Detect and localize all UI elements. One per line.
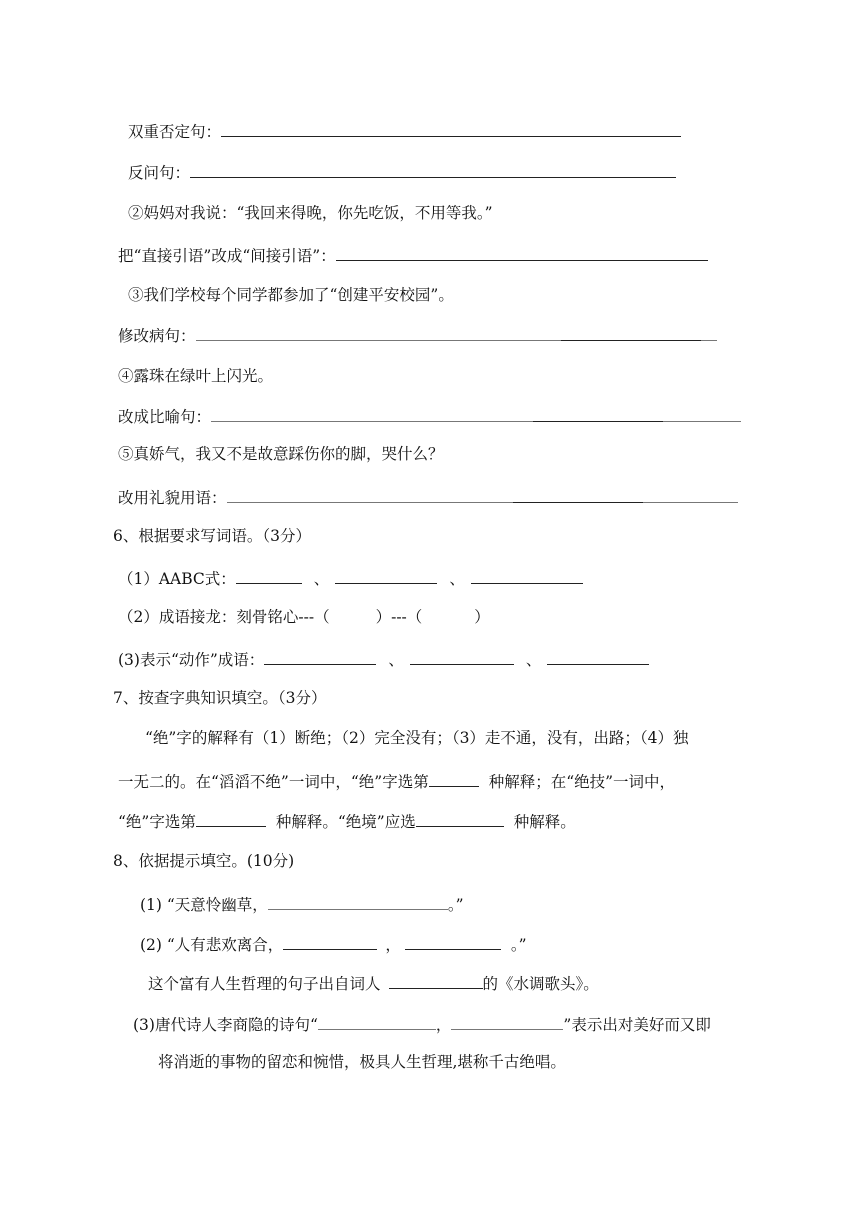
q8-sub3-d: 将消逝的事物的留恋和惋惜，极具人生哲理,堪称千古绝唱。 — [158, 1053, 566, 1071]
q7-line3 — [118, 810, 576, 832]
q8-sub2-c: 。” — [510, 936, 527, 954]
separator: 、 — [313, 570, 330, 588]
item3-sentence: ③我们学校每个同学都参加了“创建平安校园”。 — [128, 286, 454, 304]
q8-sub1-b: 。” — [447, 896, 464, 914]
rhetorical-row — [128, 161, 676, 183]
separator: 、 — [449, 570, 465, 588]
q8-sub3-a: (3)唐代诗人李商隐的诗句“ — [133, 1016, 318, 1034]
q8-title: 8、依据提示填空。(10分) — [113, 852, 295, 870]
q6-sub3-row — [118, 648, 649, 670]
q6-sub1-row — [118, 567, 583, 589]
rhetorical-answer-blank[interactable] — [190, 161, 676, 178]
item5-task-label: 改用礼貌用语： — [118, 489, 227, 507]
q7-line3-a: “绝”字选第 — [118, 813, 196, 831]
ci-line-blank-1[interactable] — [283, 933, 377, 950]
q7-line3-c: 种解释。 — [513, 813, 576, 831]
rhetorical-label: 反问句： — [128, 164, 191, 182]
indirect-speech-answer-blank[interactable] — [336, 244, 708, 261]
aabc-blank-3[interactable] — [471, 567, 583, 584]
q6-sub1-label: （1）AABC式： — [118, 570, 236, 588]
separator: 、 — [388, 651, 404, 669]
poet-name-blank[interactable] — [389, 972, 483, 989]
jueji-blank[interactable] — [196, 810, 266, 827]
q8-sub1-a: (1) “天意怜幽草， — [140, 896, 268, 914]
q8-sub3-b: ， — [435, 1016, 452, 1034]
action-idiom-blank-2[interactable] — [410, 648, 514, 665]
q7-line1: “绝”字的解释有（1）断绝；（2）完全没有；（3）走不通，没有，出路；（4）独 — [145, 729, 689, 747]
polite-answer-blank-2[interactable] — [513, 486, 643, 503]
q6-sub3-label: (3)表示“动作”成语： — [118, 651, 265, 669]
item2-sentence: ②妈妈对我说：“我回来得晚，你先吃饭，不用等我。” — [128, 204, 493, 222]
correct-sentence-answer-blank-2[interactable] — [561, 324, 701, 341]
correct-sentence-answer-blank-3[interactable] — [701, 324, 717, 341]
q7-title: 7、按查字典知识填空。（3分） — [113, 689, 327, 707]
metaphor-answer-blank-2[interactable] — [533, 405, 663, 422]
item4-sentence: ④露珠在绿叶上闪光。 — [118, 367, 274, 385]
q7-line3-b: 种解释。“绝境”应选 — [275, 813, 416, 831]
metaphor-answer-blank[interactable] — [211, 405, 533, 422]
q6-sub2-end: ） — [474, 608, 490, 626]
q8-sub2-row — [140, 933, 527, 955]
q8-sub2-a: (2) “人有悲欢离合， — [140, 936, 284, 954]
q7-line2-a: 一无二的。在“滔滔不绝”一词中，“绝”字选第 — [118, 773, 429, 791]
li-shangyin-blank-1[interactable] — [318, 1013, 436, 1030]
juejing-blank[interactable] — [416, 810, 504, 827]
li-shangyin-blank-2[interactable] — [451, 1013, 563, 1030]
q8-sub2-note — [148, 972, 599, 994]
q8-sub2-b: ， — [385, 936, 401, 954]
ci-line-blank-2[interactable] — [405, 933, 501, 950]
separator: 、 — [525, 651, 542, 669]
item2-task-label: 把“直接引语”改成“间接引语”： — [118, 247, 336, 265]
q7-line2-b: 种解释；在“绝技”一词中， — [488, 773, 676, 791]
polite-answer-blank[interactable] — [227, 486, 513, 503]
item5-sentence: ⑤真娇气，我又不是故意踩伤你的脚，哭什么？ — [118, 445, 444, 463]
taotao-buj-blank[interactable] — [429, 770, 479, 787]
double-negative-label: 双重否定句： — [128, 123, 222, 141]
q6-title: 6、根据要求写词语。（3分） — [113, 527, 311, 545]
item3-task-row — [118, 324, 717, 346]
item2-task-row — [118, 244, 708, 266]
double-negative-answer-blank[interactable] — [221, 120, 681, 137]
q7-line2 — [118, 770, 675, 792]
item5-task-row — [118, 486, 738, 508]
action-idiom-blank-1[interactable] — [264, 648, 376, 665]
item4-task-label: 改成比喻句： — [118, 408, 212, 426]
action-idiom-blank-3[interactable] — [547, 648, 649, 665]
q8-sub3-row — [133, 1013, 711, 1035]
q6-sub2-label: （2）成语接龙：刻骨铭心---（ — [118, 608, 330, 626]
aabc-blank-1[interactable] — [236, 567, 302, 584]
q8-sub1-row — [140, 893, 464, 915]
q6-sub2-mid: ）---（ — [375, 608, 423, 626]
double-negative-row — [128, 120, 681, 142]
item4-task-row — [118, 405, 741, 427]
poem-line-blank[interactable] — [268, 893, 448, 910]
correct-sentence-answer-blank[interactable] — [196, 324, 561, 341]
item3-task-label: 修改病句： — [118, 327, 196, 345]
q6-sub2-row — [118, 607, 490, 627]
q8-sub3-c: ”表示出对美好而又即 — [563, 1016, 711, 1034]
metaphor-answer-blank-3[interactable] — [663, 405, 741, 422]
aabc-blank-2[interactable] — [335, 567, 437, 584]
polite-answer-blank-3[interactable] — [643, 486, 738, 503]
q8-sub2-note-b: 的《水调歌头》。 — [482, 975, 599, 993]
q8-sub2-note-a: 这个富有人生哲理的句子出自词人 — [148, 975, 381, 993]
